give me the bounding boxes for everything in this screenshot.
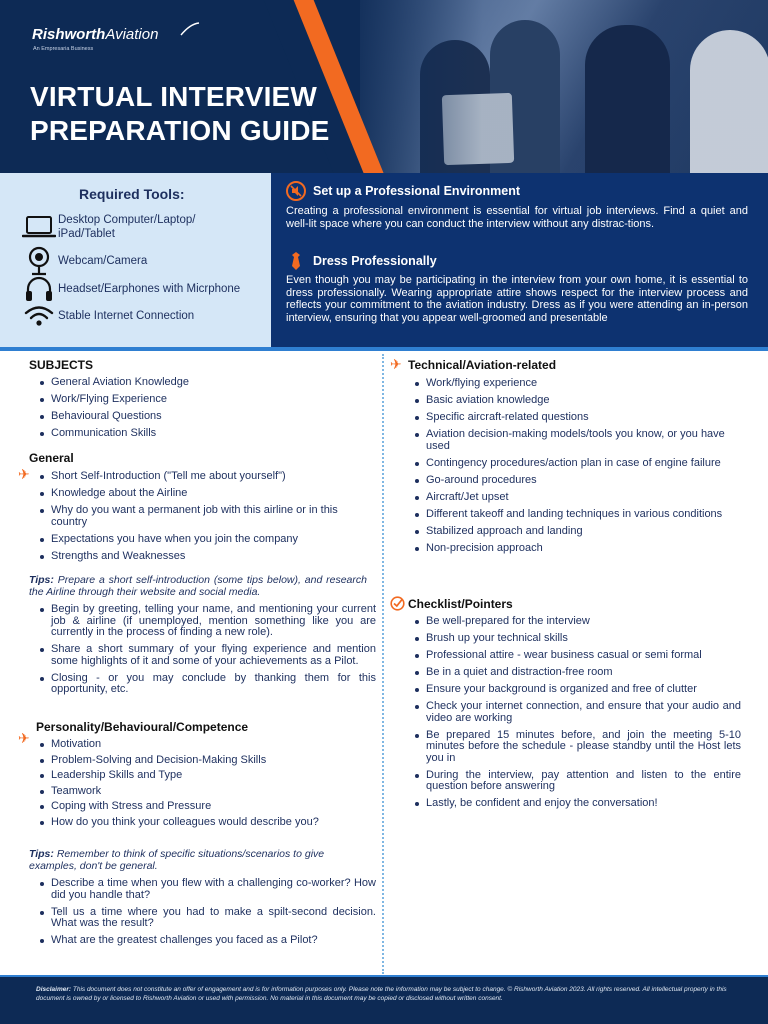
list-item: General Aviation Knowledge — [38, 377, 358, 389]
checklist-list — [413, 616, 741, 815]
tool-label: Headset/Earphones with Micrphone — [58, 283, 241, 295]
general-heading: General — [29, 451, 74, 465]
airplane-icon: ✈ — [390, 356, 402, 372]
list-item: Be well-prepared for the interview — [413, 616, 741, 628]
personality-tips: Tips: Remember to think of specific situations/scenarios to give examples, don't be general. — [29, 848, 325, 872]
technical-heading: Technical/Aviation-related — [408, 358, 557, 372]
tool-label: Stable Internet Connection — [58, 310, 195, 322]
list-item: Problem-Solving and Decision-Making Skills — [38, 755, 376, 767]
disclaimer-text: Disclaimer: This document does not constitute an offer of engagement and is for information purposes only. Please note the information may be subject to change. © Rishworth Aviation 2023. All rights reserved. All intellectual property in this document is owned by or licensed to Rishworth Aviation or used with permission. No material in this document may be copied or disclosed without written consent. — [36, 986, 727, 1002]
list-item: Why do you want a permanent job with this airline or in this country — [38, 505, 376, 528]
general-list — [38, 471, 376, 568]
list-item: What are the greatest challenges you faced as a Pilot? — [38, 935, 376, 947]
list-item: Begin by greeting, telling your name, and mentioning your current job & airline (if unemployed, mention something like you are currently in the process of finding a new role). — [38, 604, 376, 639]
list-item: Describe a time when you flew with a challenging co-worker? How did you handle that? — [38, 878, 376, 901]
required-tools-title: Required Tools: — [79, 186, 185, 202]
personality-list — [38, 739, 376, 832]
list-item: Check your internet connection, and ensure that your audio and video are working — [413, 701, 741, 724]
list-item: Knowledge about the Airline — [38, 488, 376, 500]
webcam-icon — [20, 246, 58, 276]
list-item: Teamwork — [38, 786, 376, 798]
tool-label: Webcam/Camera — [58, 255, 148, 267]
required-tools-panel — [0, 173, 271, 347]
page-title: VIRTUAL INTERVIEW PREPARATION GUIDE — [30, 81, 330, 146]
environment-heading: Set up a Professional Environment — [286, 181, 520, 201]
list-item: Be in a quiet and distraction-free room — [413, 667, 741, 679]
list-item: Leadership Skills and Type — [38, 770, 376, 782]
list-item: Closing - or you may conclude by thanking them for this opportunity, etc. — [38, 673, 376, 696]
brand-subtitle: An Empresaria Business — [33, 46, 94, 52]
tool-item-computer — [20, 213, 228, 241]
dress-heading: Dress Professionally — [286, 251, 437, 271]
list-item: Aircraft/Jet upset — [413, 492, 743, 504]
list-item: Contingency procedures/action plan in case of engine failure — [413, 458, 743, 470]
list-item: Coping with Stress and Pressure — [38, 801, 376, 813]
list-item: Short Self-Introduction ("Tell me about yourself") — [38, 471, 376, 483]
list-item: Motivation — [38, 739, 376, 751]
wifi-icon — [20, 305, 58, 327]
headset-icon — [20, 274, 58, 304]
tool-item-internet — [20, 305, 194, 327]
list-item: Stabilized approach and landing — [413, 526, 743, 538]
list-item: Specific aircraft-related questions — [413, 412, 743, 424]
list-item: Strengths and Weaknesses — [38, 551, 376, 563]
footer-disclaimer — [0, 975, 768, 1024]
checkmark-icon — [390, 596, 405, 616]
list-item: During the interview, pay attention and listen to the entire question before answering — [413, 770, 741, 793]
tie-icon — [286, 251, 306, 271]
tool-label: Desktop Computer/Laptop/ iPad/Tablet — [58, 214, 196, 240]
header-banner — [0, 0, 768, 173]
list-item: Tell us a time where you had to make a spilt-second decision. What was the result? — [38, 907, 376, 930]
no-noise-icon — [286, 181, 306, 201]
laptop-icon — [20, 215, 58, 239]
list-item: Lastly, be confident and enjoy the conversation! — [413, 798, 741, 810]
list-item: Communication Skills — [38, 428, 358, 440]
tool-item-webcam — [20, 246, 147, 276]
list-item: How do you think your colleagues would describe you? — [38, 817, 376, 829]
tool-item-headset — [20, 274, 240, 304]
list-item: Go-around procedures — [413, 475, 743, 487]
personality-tips-list — [38, 878, 376, 952]
dress-text: Even though you may be participating in the interview from your own home, it is essential to dress professionally. Wearing appropriate attire shows respect for the interview process and reflects your commitment to the aviation industry. Dress as if you were attending an in-person interview, ensuring that you appear well-groomed and presentable — [286, 274, 748, 324]
list-item: Professional attire - wear business casual or semi formal — [413, 650, 741, 662]
list-item: Aviation decision-making models/tools you know, or you have used — [413, 429, 743, 452]
general-tips: Tips: Prepare a short self-introduction (some tips below), and research the Airline through their website and social media. — [29, 574, 367, 598]
list-item: Different takeoff and landing techniques in various conditions — [413, 509, 743, 521]
header-photo — [360, 0, 768, 173]
airplane-icon: ✈ — [18, 730, 30, 746]
personality-heading: Personality/Behavioural/Competence — [36, 720, 249, 734]
list-item: Non-precision approach — [413, 543, 743, 555]
subjects-heading: SUBJECTS — [29, 358, 94, 372]
list-item: Basic aviation knowledge — [413, 395, 743, 407]
general-tips-list — [38, 604, 376, 701]
list-item: Work/Flying Experience — [38, 394, 358, 406]
list-item: Work/flying experience — [413, 378, 743, 390]
list-item: Brush up your technical skills — [413, 633, 741, 645]
list-item: Behavioural Questions — [38, 411, 358, 423]
airplane-icon: ✈ — [18, 466, 30, 482]
environment-text: Creating a professional environment is essential for virtual job interviews. Find a quiet and well-lit space where you can conduct the interview without any distrac-tions. — [286, 205, 748, 230]
list-item: Expectations you have when you join the company — [38, 534, 376, 546]
environment-panel — [271, 173, 768, 347]
section-divider — [0, 347, 768, 351]
technical-list — [413, 378, 743, 560]
subjects-list — [38, 377, 358, 445]
list-item: Share a short summary of your flying experience and mention some highlights of it and some of your achievements as a Pilot. — [38, 644, 376, 667]
list-item: Ensure your background is organized and free of clutter — [413, 684, 741, 696]
brand-logo: RishworthAviation — [32, 26, 158, 43]
column-divider — [382, 354, 384, 974]
list-item: Be prepared 15 minutes before, and join the meeting 5-10 minutes before the schedule - please standby until the Host lets you in — [413, 730, 741, 765]
checklist-heading: Checklist/Pointers — [408, 597, 513, 611]
